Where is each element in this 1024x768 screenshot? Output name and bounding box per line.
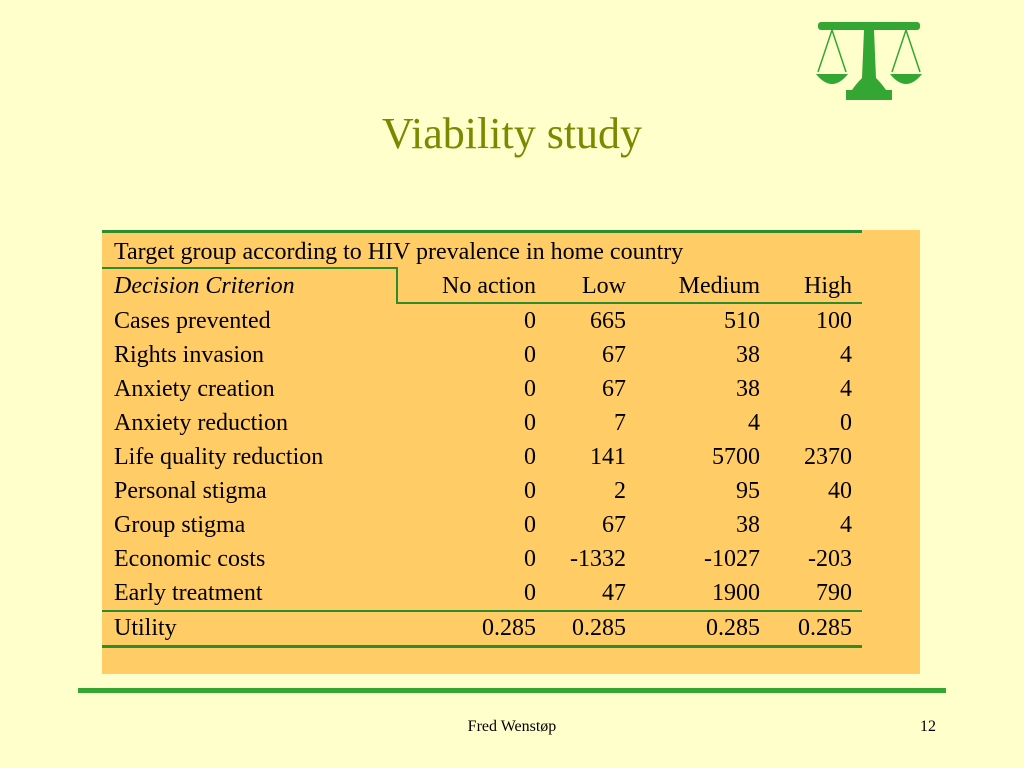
row-label: Group stigma bbox=[114, 512, 246, 538]
table-row bbox=[102, 508, 862, 542]
table-row bbox=[102, 304, 862, 338]
row-label: Anxiety creation bbox=[114, 376, 275, 402]
utility-row bbox=[102, 611, 862, 645]
table-row bbox=[102, 338, 862, 372]
scales-of-justice-icon bbox=[810, 18, 928, 104]
cell-medium: 95 bbox=[736, 478, 760, 504]
table-row bbox=[102, 542, 862, 576]
cell-high: -203 bbox=[808, 546, 852, 572]
column-header-no-action: No action bbox=[442, 273, 536, 299]
cell-no-action: 0 bbox=[524, 376, 536, 402]
row-label: Personal stigma bbox=[114, 478, 267, 504]
table-row bbox=[102, 474, 862, 508]
row-label: Early treatment bbox=[114, 580, 263, 606]
row-label: Economic costs bbox=[114, 546, 266, 572]
cell-medium: 4 bbox=[748, 410, 760, 436]
cell-medium: 38 bbox=[736, 342, 760, 368]
cell-medium: 38 bbox=[736, 376, 760, 402]
group-header-row bbox=[102, 235, 862, 269]
cell-high: 4 bbox=[840, 512, 852, 538]
table-row bbox=[102, 406, 862, 440]
cell-high: 2370 bbox=[804, 444, 852, 470]
cell-no-action: 0 bbox=[524, 478, 536, 504]
criterion-header: Decision Criterion bbox=[114, 273, 295, 299]
cell-low: 47 bbox=[602, 580, 626, 606]
footer-rule bbox=[78, 688, 946, 693]
row-label: Life quality reduction bbox=[114, 444, 324, 470]
cell-no-action: 0 bbox=[524, 580, 536, 606]
column-header-row bbox=[102, 269, 862, 303]
column-header-medium: Medium bbox=[678, 273, 760, 299]
cell-low: 67 bbox=[602, 342, 626, 368]
table-row bbox=[102, 576, 862, 610]
group-header: Target group according to HIV prevalence in home country bbox=[114, 239, 684, 265]
column-header-low: Low bbox=[582, 273, 626, 299]
cell-high: 100 bbox=[816, 308, 852, 334]
cell-medium: -1027 bbox=[704, 546, 760, 572]
column-header-high: High bbox=[804, 273, 852, 299]
cell-high: 0 bbox=[840, 410, 852, 436]
cell-low: 67 bbox=[602, 376, 626, 402]
cell-no-action: 0 bbox=[524, 444, 536, 470]
cell-high: 4 bbox=[840, 342, 852, 368]
cell-high: 4 bbox=[840, 376, 852, 402]
cell-medium: 1900 bbox=[712, 580, 760, 606]
cell-low: 7 bbox=[614, 410, 626, 436]
cell-no-action: 0 bbox=[524, 308, 536, 334]
cell-medium: 510 bbox=[724, 308, 760, 334]
cell-low: 2 bbox=[614, 478, 626, 504]
utility-label: Utility bbox=[114, 615, 177, 641]
table-row bbox=[102, 440, 862, 474]
cell-no-action: 0 bbox=[524, 410, 536, 436]
footer-author: Fred Wenstøp bbox=[467, 718, 557, 735]
cell-no-action: 0 bbox=[524, 546, 536, 572]
row-label: Anxiety reduction bbox=[114, 410, 288, 436]
viability-table bbox=[102, 230, 920, 674]
cell-low: -1332 bbox=[570, 546, 626, 572]
cell-medium: 38 bbox=[736, 512, 760, 538]
utility-value-no-action: 0.285 bbox=[482, 615, 536, 641]
cell-high: 40 bbox=[828, 478, 852, 504]
table-bottom-border bbox=[102, 645, 862, 648]
row-label: Rights invasion bbox=[114, 342, 265, 368]
table-top-border bbox=[102, 230, 862, 233]
utility-value-medium: 0.285 bbox=[706, 615, 760, 641]
row-label: Cases prevented bbox=[114, 308, 271, 334]
cell-low: 665 bbox=[590, 308, 626, 334]
utility-value-high: 0.285 bbox=[798, 615, 852, 641]
cell-no-action: 0 bbox=[524, 512, 536, 538]
table-row bbox=[102, 372, 862, 406]
cell-medium: 5700 bbox=[712, 444, 760, 470]
page-number: 12 bbox=[920, 718, 936, 735]
slide-title: Viability study bbox=[381, 109, 643, 158]
cell-no-action: 0 bbox=[524, 342, 536, 368]
cell-low: 67 bbox=[602, 512, 626, 538]
cell-high: 790 bbox=[816, 580, 852, 606]
utility-value-low: 0.285 bbox=[572, 615, 626, 641]
cell-low: 141 bbox=[590, 444, 626, 470]
